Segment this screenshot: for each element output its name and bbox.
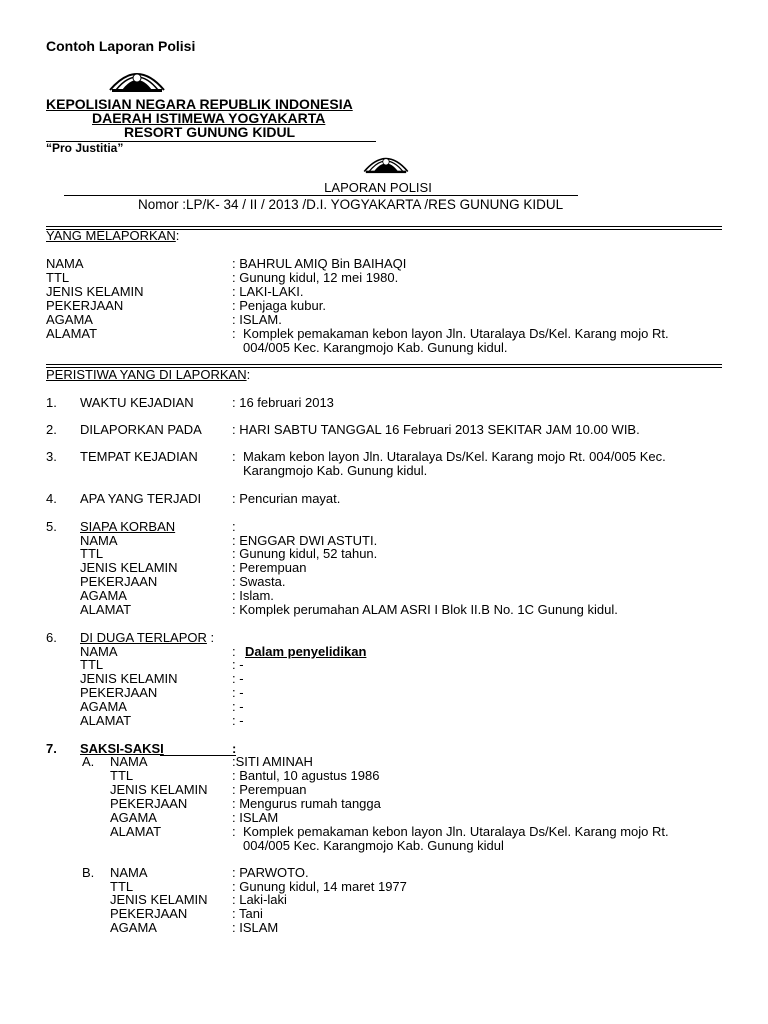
suspect-religion-label: AGAMA xyxy=(80,699,127,714)
suspect-address-value: : - xyxy=(232,713,244,728)
suspect-religion-value: : - xyxy=(232,699,244,714)
agency-line-1: KEPOLISIAN NEGARA REPUBLIK INDONESIA xyxy=(46,96,353,112)
witness-a-address-colon: : xyxy=(232,824,236,839)
reporter-heading xyxy=(46,228,179,243)
report-number: Nomor :LP/K- 34 / II / 2013 /D.I. YOGYAKARTA /RES GUNUNG KIDUL xyxy=(138,197,564,212)
victim-job-value: : Swasta. xyxy=(232,574,286,589)
event-3-line-1: Makam kebon layon Jln. Utaralaya Ds/Kel. Karang mojo Rt. 004/005 Kec. xyxy=(243,449,666,464)
witness-a-job-label: PEKERJAAN xyxy=(110,796,188,811)
reporter-ttl-value: : Gunung kidul, 12 mei 1980. xyxy=(232,270,399,285)
witness-heading-colon: : xyxy=(232,741,237,756)
witness-b-name-label: NAMA xyxy=(110,865,148,880)
witness-a-job-value: : Mengurus rumah tangga xyxy=(232,796,381,811)
witness-b-ttl-label: TTL xyxy=(110,879,134,894)
reporter-heading-colon: : xyxy=(175,228,180,243)
witness-a-name-label: NAMA xyxy=(110,754,148,769)
event-4-label: APA YANG TERJADI xyxy=(80,491,202,506)
event-1-num: 1. xyxy=(46,395,57,410)
reporter-address-line-1: Komplek pemakaman kebon layon Jln. Utaralaya Ds/Kel. Karang mojo Rt. xyxy=(243,326,669,341)
suspect-ttl-label: TTL xyxy=(80,657,104,672)
witness-b-job-label: PEKERJAAN xyxy=(110,906,188,921)
reporter-name-value: : BAHRUL AMIQ Bin BAIHAQI xyxy=(232,256,407,271)
event-3-label: TEMPAT KEJADIAN xyxy=(80,449,198,464)
events-heading-text: PERISTIWA YANG DI LAPORKAN xyxy=(46,367,247,382)
witness-heading: SAKSI-SAKSI xyxy=(80,741,164,756)
document-label: Contoh Laporan Polisi xyxy=(46,38,196,54)
reporter-address-line-2: 004/005 Kec. Karangmojo Kab. Gunung kidul. xyxy=(243,340,508,355)
suspect-gender-label: JENIS KELAMIN xyxy=(80,671,178,686)
event-4-value: : Pencurian mayat. xyxy=(232,491,341,506)
police-emblem-icon xyxy=(106,60,168,94)
reporter-gender-label: JENIS KELAMIN xyxy=(46,284,144,299)
reporter-name-label: NAMA xyxy=(46,256,84,271)
witness-b-job-value: : Tani xyxy=(232,906,263,921)
victim-name-value: : ENGGAR DWI ASTUTI. xyxy=(232,533,378,548)
suspect-name-colon: : xyxy=(232,644,236,659)
reporter-job-label: PEKERJAAN xyxy=(46,298,124,313)
agency-line-3: RESORT GUNUNG KIDUL xyxy=(124,124,296,140)
suspect-name-label: NAMA xyxy=(80,644,118,659)
suspect-heading-colon: : xyxy=(206,630,215,645)
reporter-heading-text: YANG MELAPORKAN xyxy=(46,228,176,243)
witness-a-gender-label: JENIS KELAMIN xyxy=(110,782,208,797)
witness-a-address-line-1: Komplek pemakaman kebon layon Jln. Utaralaya Ds/Kel. Karang mojo Rt. xyxy=(243,824,669,839)
witness-b-ttl-value: : Gunung kidul, 14 maret 1977 xyxy=(232,879,407,894)
victim-address-label: ALAMAT xyxy=(80,602,132,617)
witness-a-address-label: ALAMAT xyxy=(110,824,162,839)
victim-address-value: : Komplek perumahan ALAM ASRI I Blok II.B No. 1C Gunung kidul. xyxy=(232,602,618,617)
motto: “Pro Justitia” xyxy=(46,141,124,155)
suspect-job-label: PEKERJAAN xyxy=(80,685,158,700)
victim-religion-label: AGAMA xyxy=(80,588,127,603)
witness-a-address-line-2: 004/005 Kec. Karangmojo Kab. Gunung kidul xyxy=(243,838,504,853)
victim-job-label: PEKERJAAN xyxy=(80,574,158,589)
event-1-value: : 16 februari 2013 xyxy=(232,395,334,410)
witness-b-gender-value: : Laki-laki xyxy=(232,892,287,907)
reporter-job-value: : Penjaga kubur. xyxy=(232,298,326,313)
suspect-heading-text: DI DUGA TERLAPOR xyxy=(80,630,207,645)
event-3-colon: : xyxy=(232,449,236,464)
witness-b-religion-value: : ISLAM xyxy=(232,920,279,935)
reporter-address-label: ALAMAT xyxy=(46,326,98,341)
victim-gender-label: JENIS KELAMIN xyxy=(80,560,178,575)
suspect-num: 6. xyxy=(46,630,57,645)
victim-gender-value: : Perempuan xyxy=(232,560,307,575)
event-4-num: 4. xyxy=(46,491,57,506)
witness-b-letter: B. xyxy=(82,865,95,880)
victim-heading-colon: : xyxy=(232,519,236,534)
event-3-num: 3. xyxy=(46,449,57,464)
suspect-address-label: ALAMAT xyxy=(80,713,132,728)
witness-a-ttl-value: : Bantul, 10 agustus 1986 xyxy=(232,768,380,783)
police-emblem-small-icon xyxy=(361,146,411,176)
witness-b-religion-label: AGAMA xyxy=(110,920,157,935)
event-3-line-2: Karangmojo Kab. Gunung kidul. xyxy=(243,463,428,478)
reporter-gender-value: : LAKI-LAKI. xyxy=(232,284,304,299)
event-2-num: 2. xyxy=(46,422,57,437)
agency-line-2: DAERAH ISTIMEWA YOGYAKARTA xyxy=(92,110,326,126)
victim-ttl-label: TTL xyxy=(80,546,104,561)
reporter-religion-value: : ISLAM. xyxy=(232,312,282,327)
reporter-religion-label: AGAMA xyxy=(46,312,93,327)
events-heading-colon: : xyxy=(246,367,251,382)
event-2-label: DILAPORKAN PADA xyxy=(80,422,202,437)
witness-a-religion-label: AGAMA xyxy=(110,810,157,825)
witness-num: 7. xyxy=(46,741,57,756)
victim-name-label: NAMA xyxy=(80,533,118,548)
witness-a-ttl-label: TTL xyxy=(110,768,134,783)
victim-num: 5. xyxy=(46,519,57,534)
events-heading xyxy=(46,367,250,382)
reporter-ttl-label: TTL xyxy=(46,270,70,285)
witness-a-gender-value: : Perempuan xyxy=(232,782,307,797)
witness-heading-underline xyxy=(160,755,236,756)
witness-a-religion-value: : ISLAM xyxy=(232,810,279,825)
suspect-ttl-value: : - xyxy=(232,657,244,672)
title-divider xyxy=(64,195,578,196)
witness-b-gender-label: JENIS KELAMIN xyxy=(110,892,208,907)
event-1-label: WAKTU KEJADIAN xyxy=(80,395,194,410)
witness-a-name-value: :SITI AMINAH xyxy=(232,754,313,769)
victim-heading: SIAPA KORBAN xyxy=(80,519,176,534)
victim-religion-value: : Islam. xyxy=(232,588,274,603)
reporter-address-colon: : xyxy=(232,326,236,341)
report-title: LAPORAN POLISI xyxy=(324,180,432,195)
witness-a-letter: A. xyxy=(82,754,95,769)
suspect-heading xyxy=(80,630,214,645)
witness-b-name-value: : PARWOTO. xyxy=(232,865,309,880)
suspect-name-value: Dalam penyelidikan xyxy=(245,644,367,659)
event-2-value: : HARI SABTU TANGGAL 16 Februari 2013 SEKITAR JAM 10.00 WIB. xyxy=(232,422,640,437)
victim-ttl-value: : Gunung kidul, 52 tahun. xyxy=(232,546,378,561)
suspect-gender-value: : - xyxy=(232,671,244,686)
suspect-job-value: : - xyxy=(232,685,244,700)
